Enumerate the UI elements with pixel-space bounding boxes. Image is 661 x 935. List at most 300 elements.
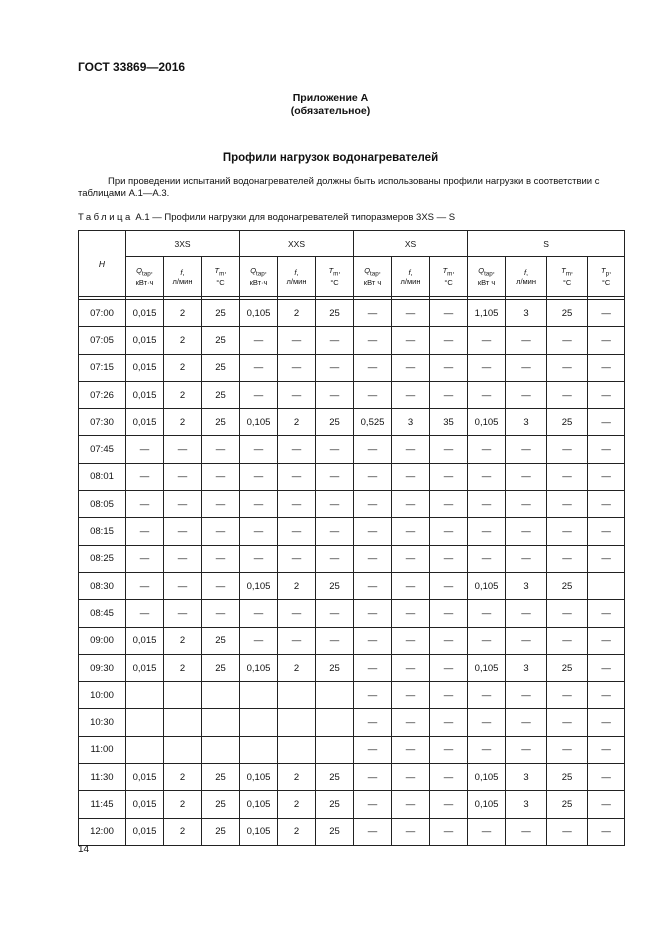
table-cell: — [392, 791, 430, 818]
table-cell: — [430, 600, 468, 627]
table-cell: 0,105 [240, 572, 278, 599]
table-cell: — [240, 327, 278, 354]
table-row [79, 818, 625, 845]
table-cell: 3 [392, 409, 430, 436]
table-cell: 0,015 [126, 354, 164, 381]
table-cell: — [126, 518, 164, 545]
table-cell: — [354, 491, 392, 518]
table-cell: 2 [278, 818, 316, 845]
table-cell: 0,015 [126, 381, 164, 408]
table-cell: 25 [202, 764, 240, 791]
table-row [79, 381, 625, 408]
table-cell: — [430, 327, 468, 354]
table-cell: — [468, 600, 506, 627]
header-flow: f, л/мин [392, 257, 430, 297]
table-cell: — [354, 545, 392, 572]
table-cell: — [392, 491, 430, 518]
table-row [79, 327, 625, 354]
table-cell: — [354, 764, 392, 791]
header-qtap: $Q_{tap}$, кВт·ч [126, 257, 164, 297]
table-cell: — [430, 709, 468, 736]
table-cell: — [316, 354, 354, 381]
table-cell: — [240, 491, 278, 518]
table-cell: — [430, 381, 468, 408]
table-cell: 0,015 [126, 300, 164, 327]
table-cell: 0,105 [468, 409, 506, 436]
table-cell: — [430, 764, 468, 791]
table-cell: — [354, 600, 392, 627]
table-cell: — [588, 463, 625, 490]
table-cell: — [468, 545, 506, 572]
table-cell: — [126, 545, 164, 572]
table-cell [126, 736, 164, 763]
table-cell: — [354, 709, 392, 736]
table-row [79, 354, 625, 381]
table-cell [202, 736, 240, 763]
table-cell: — [547, 327, 588, 354]
table-cell: — [588, 381, 625, 408]
table-cell: — [278, 436, 316, 463]
table-cell: — [392, 436, 430, 463]
table-cell: — [316, 463, 354, 490]
table-caption-prefix: Таблица [78, 212, 133, 223]
time-cell: 12:00 [79, 818, 126, 845]
table-cell: — [430, 300, 468, 327]
table-cell: — [392, 572, 430, 599]
time-cell: 07:26 [79, 381, 126, 408]
table-cell: — [354, 327, 392, 354]
table-cell: 0,105 [240, 764, 278, 791]
table-cell: — [506, 545, 547, 572]
table-cell: 25 [547, 300, 588, 327]
time-cell: 08:05 [79, 491, 126, 518]
table-cell: — [392, 518, 430, 545]
table-cell: — [392, 327, 430, 354]
table-cell: — [278, 518, 316, 545]
table-cell: 25 [202, 381, 240, 408]
table-cell: 0,105 [468, 764, 506, 791]
table-row [79, 572, 625, 599]
table-cell: — [202, 463, 240, 490]
table-cell: — [430, 818, 468, 845]
table-cell: — [506, 436, 547, 463]
time-cell: 07:00 [79, 300, 126, 327]
table-cell: 2 [164, 627, 202, 654]
table-cell: 0,015 [126, 818, 164, 845]
table-cell: — [202, 518, 240, 545]
document-standard-number: ГОСТ 33869—2016 [78, 60, 186, 74]
table-cell: 0,015 [126, 791, 164, 818]
table-cell: — [126, 600, 164, 627]
table-cell: — [354, 627, 392, 654]
table-cell: — [392, 463, 430, 490]
table-cell: — [588, 764, 625, 791]
group-s: S [468, 231, 625, 257]
table-cell: — [392, 300, 430, 327]
table-cell: — [316, 381, 354, 408]
table-cell: — [506, 736, 547, 763]
table-cell: — [588, 518, 625, 545]
table-cell: 25 [202, 300, 240, 327]
table-cell: — [588, 409, 625, 436]
table-cell: 2 [278, 654, 316, 681]
table-cell: — [392, 354, 430, 381]
table-cell: — [468, 381, 506, 408]
table-cell: — [354, 682, 392, 709]
table-cell: 2 [164, 381, 202, 408]
table-cell: — [588, 736, 625, 763]
table-cell: — [506, 354, 547, 381]
header-qtap: $Q_{tap}$, кВт ч [354, 257, 392, 297]
section-title: Профили нагрузок водонагревателей [222, 152, 439, 164]
table-row [79, 627, 625, 654]
table-cell: — [547, 682, 588, 709]
table-cell: 2 [164, 300, 202, 327]
table-cell: — [430, 654, 468, 681]
table-cell: 0,105 [468, 791, 506, 818]
time-cell: 08:45 [79, 600, 126, 627]
annex-status: (обязательное) [290, 105, 371, 117]
table-cell: — [468, 627, 506, 654]
table-cell: 35 [430, 409, 468, 436]
table-cell: 0,105 [240, 791, 278, 818]
table-cell: — [547, 709, 588, 736]
table-row [79, 654, 625, 681]
table-cell: — [392, 764, 430, 791]
table-row [79, 736, 625, 763]
intro-paragraph: При проведении испытаний водонагревателей должны быть использованы профили нагрузки в соответствии с таблицами А.1—А.3. [78, 176, 600, 199]
group-xxs: XXS [240, 231, 354, 257]
table-cell [316, 682, 354, 709]
table-cell: — [316, 600, 354, 627]
table-cell: — [430, 518, 468, 545]
time-cell: 09:30 [79, 654, 126, 681]
table-cell: 25 [202, 354, 240, 381]
table-cell: 2 [278, 764, 316, 791]
header-tm: $T_m$, °C [547, 257, 588, 297]
table-cell: — [468, 682, 506, 709]
table-cell: — [547, 463, 588, 490]
table-cell: — [392, 545, 430, 572]
table-cell: 3 [506, 572, 547, 599]
table-cell: — [240, 600, 278, 627]
header-flow: f, л/мин [164, 257, 202, 297]
table-cell: — [354, 654, 392, 681]
time-cell: 07:45 [79, 436, 126, 463]
table-cell: — [392, 682, 430, 709]
table-cell: — [468, 491, 506, 518]
table-cell: — [354, 736, 392, 763]
table-caption [78, 212, 455, 223]
time-cell: 08:30 [79, 572, 126, 599]
table-cell: — [588, 545, 625, 572]
table-cell: — [588, 354, 625, 381]
time-cell: 08:15 [79, 518, 126, 545]
table-cell: — [164, 600, 202, 627]
table-cell [126, 709, 164, 736]
group-xs: XS [354, 231, 468, 257]
time-cell: 11:45 [79, 791, 126, 818]
table-cell: — [430, 572, 468, 599]
table-cell: 2 [278, 409, 316, 436]
table-cell: — [547, 381, 588, 408]
table-cell: 1,105 [468, 300, 506, 327]
table-cell: — [316, 436, 354, 463]
table-cell: 0,015 [126, 409, 164, 436]
table-row [79, 436, 625, 463]
table-cell: 2 [164, 354, 202, 381]
table-cell: — [547, 545, 588, 572]
table-cell: — [468, 818, 506, 845]
table-cell: — [354, 381, 392, 408]
table-cell: — [430, 491, 468, 518]
table-row [79, 791, 625, 818]
group-3xs: 3XS [126, 231, 240, 257]
table-cell: — [430, 463, 468, 490]
table-cell: — [240, 436, 278, 463]
table-row [79, 709, 625, 736]
table-cell: 25 [202, 327, 240, 354]
table-cell: — [506, 600, 547, 627]
table-cell: — [202, 572, 240, 599]
table-cell: — [468, 709, 506, 736]
table-cell: — [506, 381, 547, 408]
table-cell: — [278, 627, 316, 654]
table-row [79, 300, 625, 327]
table-cell: — [240, 463, 278, 490]
table-cell: 0,015 [126, 764, 164, 791]
table-cell: — [354, 791, 392, 818]
table-cell: 0,525 [354, 409, 392, 436]
table-cell [316, 736, 354, 763]
table-cell: — [430, 736, 468, 763]
table-cell: — [164, 491, 202, 518]
table-cell: — [392, 709, 430, 736]
header-tm: $T_m$, °C [430, 257, 468, 297]
table-cell: — [354, 300, 392, 327]
table-cell: — [316, 327, 354, 354]
table-cell: — [468, 736, 506, 763]
table-cell: 0,105 [468, 572, 506, 599]
table-cell: — [547, 736, 588, 763]
table-cell: — [588, 682, 625, 709]
table-cell: — [278, 600, 316, 627]
table-cell [316, 709, 354, 736]
table-cell [278, 736, 316, 763]
table-cell: 2 [278, 791, 316, 818]
table-cell: — [126, 436, 164, 463]
table-cell: — [588, 600, 625, 627]
table-cell: — [506, 327, 547, 354]
table-cell [164, 682, 202, 709]
table-row [79, 682, 625, 709]
table-cell: 0,105 [240, 409, 278, 436]
table-cell: — [588, 791, 625, 818]
table-cell: 25 [316, 654, 354, 681]
table-cell: — [240, 518, 278, 545]
table-cell: — [588, 627, 625, 654]
table-cell: — [164, 545, 202, 572]
time-cell: 10:00 [79, 682, 126, 709]
table-cell: 0,105 [240, 300, 278, 327]
load-profile-table [78, 230, 625, 846]
table-cell: 2 [164, 654, 202, 681]
header-flow: f, л/мин [506, 257, 547, 297]
table-cell: — [547, 518, 588, 545]
table-cell: 25 [547, 654, 588, 681]
table-cell: — [354, 518, 392, 545]
table-cell: 2 [164, 791, 202, 818]
table-cell: 2 [164, 327, 202, 354]
table-cell: — [588, 436, 625, 463]
table-cell: — [240, 381, 278, 408]
table-cell: 25 [316, 791, 354, 818]
table-row [79, 491, 625, 518]
table-cell: — [392, 736, 430, 763]
table-cell [126, 682, 164, 709]
table-cell: — [430, 682, 468, 709]
table-row [79, 545, 625, 572]
table-cell: 3 [506, 654, 547, 681]
table-cell: — [354, 354, 392, 381]
table-cell: — [468, 518, 506, 545]
table-cell [240, 709, 278, 736]
header-tp: $T_p$, °C [588, 257, 625, 297]
page-number: 14 [78, 844, 90, 855]
table-cell [202, 709, 240, 736]
table-cell: 3 [506, 791, 547, 818]
table-cell: — [430, 354, 468, 381]
table-cell: — [547, 491, 588, 518]
table-cell: — [547, 627, 588, 654]
table-cell: — [468, 436, 506, 463]
table-cell: — [278, 545, 316, 572]
table-cell: — [588, 709, 625, 736]
table-cell: — [354, 572, 392, 599]
time-cell: 11:00 [79, 736, 126, 763]
table-cell: — [430, 791, 468, 818]
table-row [79, 518, 625, 545]
table-cell: 25 [316, 409, 354, 436]
time-cell: 08:01 [79, 463, 126, 490]
table-cell: 25 [316, 300, 354, 327]
annex-title: Приложение А [292, 92, 369, 104]
table-cell: — [430, 436, 468, 463]
table-cell: — [588, 654, 625, 681]
time-cell: 07:05 [79, 327, 126, 354]
table-cell: 25 [202, 791, 240, 818]
table-cell: 0,015 [126, 654, 164, 681]
table-cell: 25 [547, 764, 588, 791]
table-cell: — [547, 818, 588, 845]
table-cell: 0,105 [240, 654, 278, 681]
table-cell: — [354, 463, 392, 490]
table-cell: — [278, 491, 316, 518]
table-cell: — [278, 463, 316, 490]
table-cell: — [468, 463, 506, 490]
time-cell: 07:15 [79, 354, 126, 381]
table-cell: — [240, 627, 278, 654]
table-cell: — [316, 545, 354, 572]
table-cell: 2 [278, 300, 316, 327]
table-cell: 3 [506, 300, 547, 327]
table-cell: 3 [506, 764, 547, 791]
table-cell: — [202, 436, 240, 463]
table-cell: — [506, 627, 547, 654]
table-cell: — [202, 491, 240, 518]
time-cell: 08:25 [79, 545, 126, 572]
table-cell: — [354, 436, 392, 463]
table-cell: 25 [202, 654, 240, 681]
table-cell: — [126, 463, 164, 490]
table-cell: 25 [202, 818, 240, 845]
annex-heading [0, 92, 661, 118]
table-cell: 25 [316, 818, 354, 845]
table-cell: — [506, 463, 547, 490]
table-cell: 25 [547, 791, 588, 818]
table-cell: — [316, 491, 354, 518]
table-cell: — [547, 436, 588, 463]
time-cell: 09:00 [79, 627, 126, 654]
table-cell [164, 736, 202, 763]
table-cell: 2 [278, 572, 316, 599]
table-cell: — [240, 545, 278, 572]
table-cell: — [354, 818, 392, 845]
table-cell: — [164, 463, 202, 490]
table-cell: — [202, 600, 240, 627]
time-cell: 10:30 [79, 709, 126, 736]
table-caption-text: А.1 — Профили нагрузки для водонагревателей типоразмеров 3XS — S [135, 212, 456, 223]
table-cell: — [588, 300, 625, 327]
header-flow: f, л/мин [278, 257, 316, 297]
table-cell: — [506, 491, 547, 518]
table-cell: — [588, 818, 625, 845]
table-cell: — [547, 600, 588, 627]
time-cell: 07:30 [79, 409, 126, 436]
table-cell: 25 [316, 764, 354, 791]
table-cell: — [164, 572, 202, 599]
table-cell: — [506, 682, 547, 709]
table-cell: — [126, 491, 164, 518]
table-cell: — [392, 654, 430, 681]
table-cell: 2 [164, 818, 202, 845]
table-cell: — [468, 327, 506, 354]
table-cell: — [588, 491, 625, 518]
header-tm: $T_m$, °C [202, 257, 240, 297]
table-cell [164, 709, 202, 736]
table-cell: — [278, 327, 316, 354]
table-row [79, 409, 625, 436]
header-qtap: $Q_{tap}$, кВт ч [468, 257, 506, 297]
table-body [79, 300, 625, 846]
header-tm: $T_m$, °C [316, 257, 354, 297]
table-cell: 2 [164, 409, 202, 436]
table-cell: — [278, 381, 316, 408]
table-row [79, 600, 625, 627]
table-cell: — [392, 627, 430, 654]
table-cell: 3 [506, 409, 547, 436]
table-cell: — [588, 327, 625, 354]
table-cell: — [468, 354, 506, 381]
header-qtap: $Q_{tap}$, кВт·ч [240, 257, 278, 297]
table-cell: — [316, 627, 354, 654]
table-cell: 0,015 [126, 327, 164, 354]
table-cell [240, 682, 278, 709]
table-cell: 0,105 [240, 818, 278, 845]
table-cell [202, 682, 240, 709]
table-cell: 25 [547, 409, 588, 436]
table-cell: 25 [202, 627, 240, 654]
